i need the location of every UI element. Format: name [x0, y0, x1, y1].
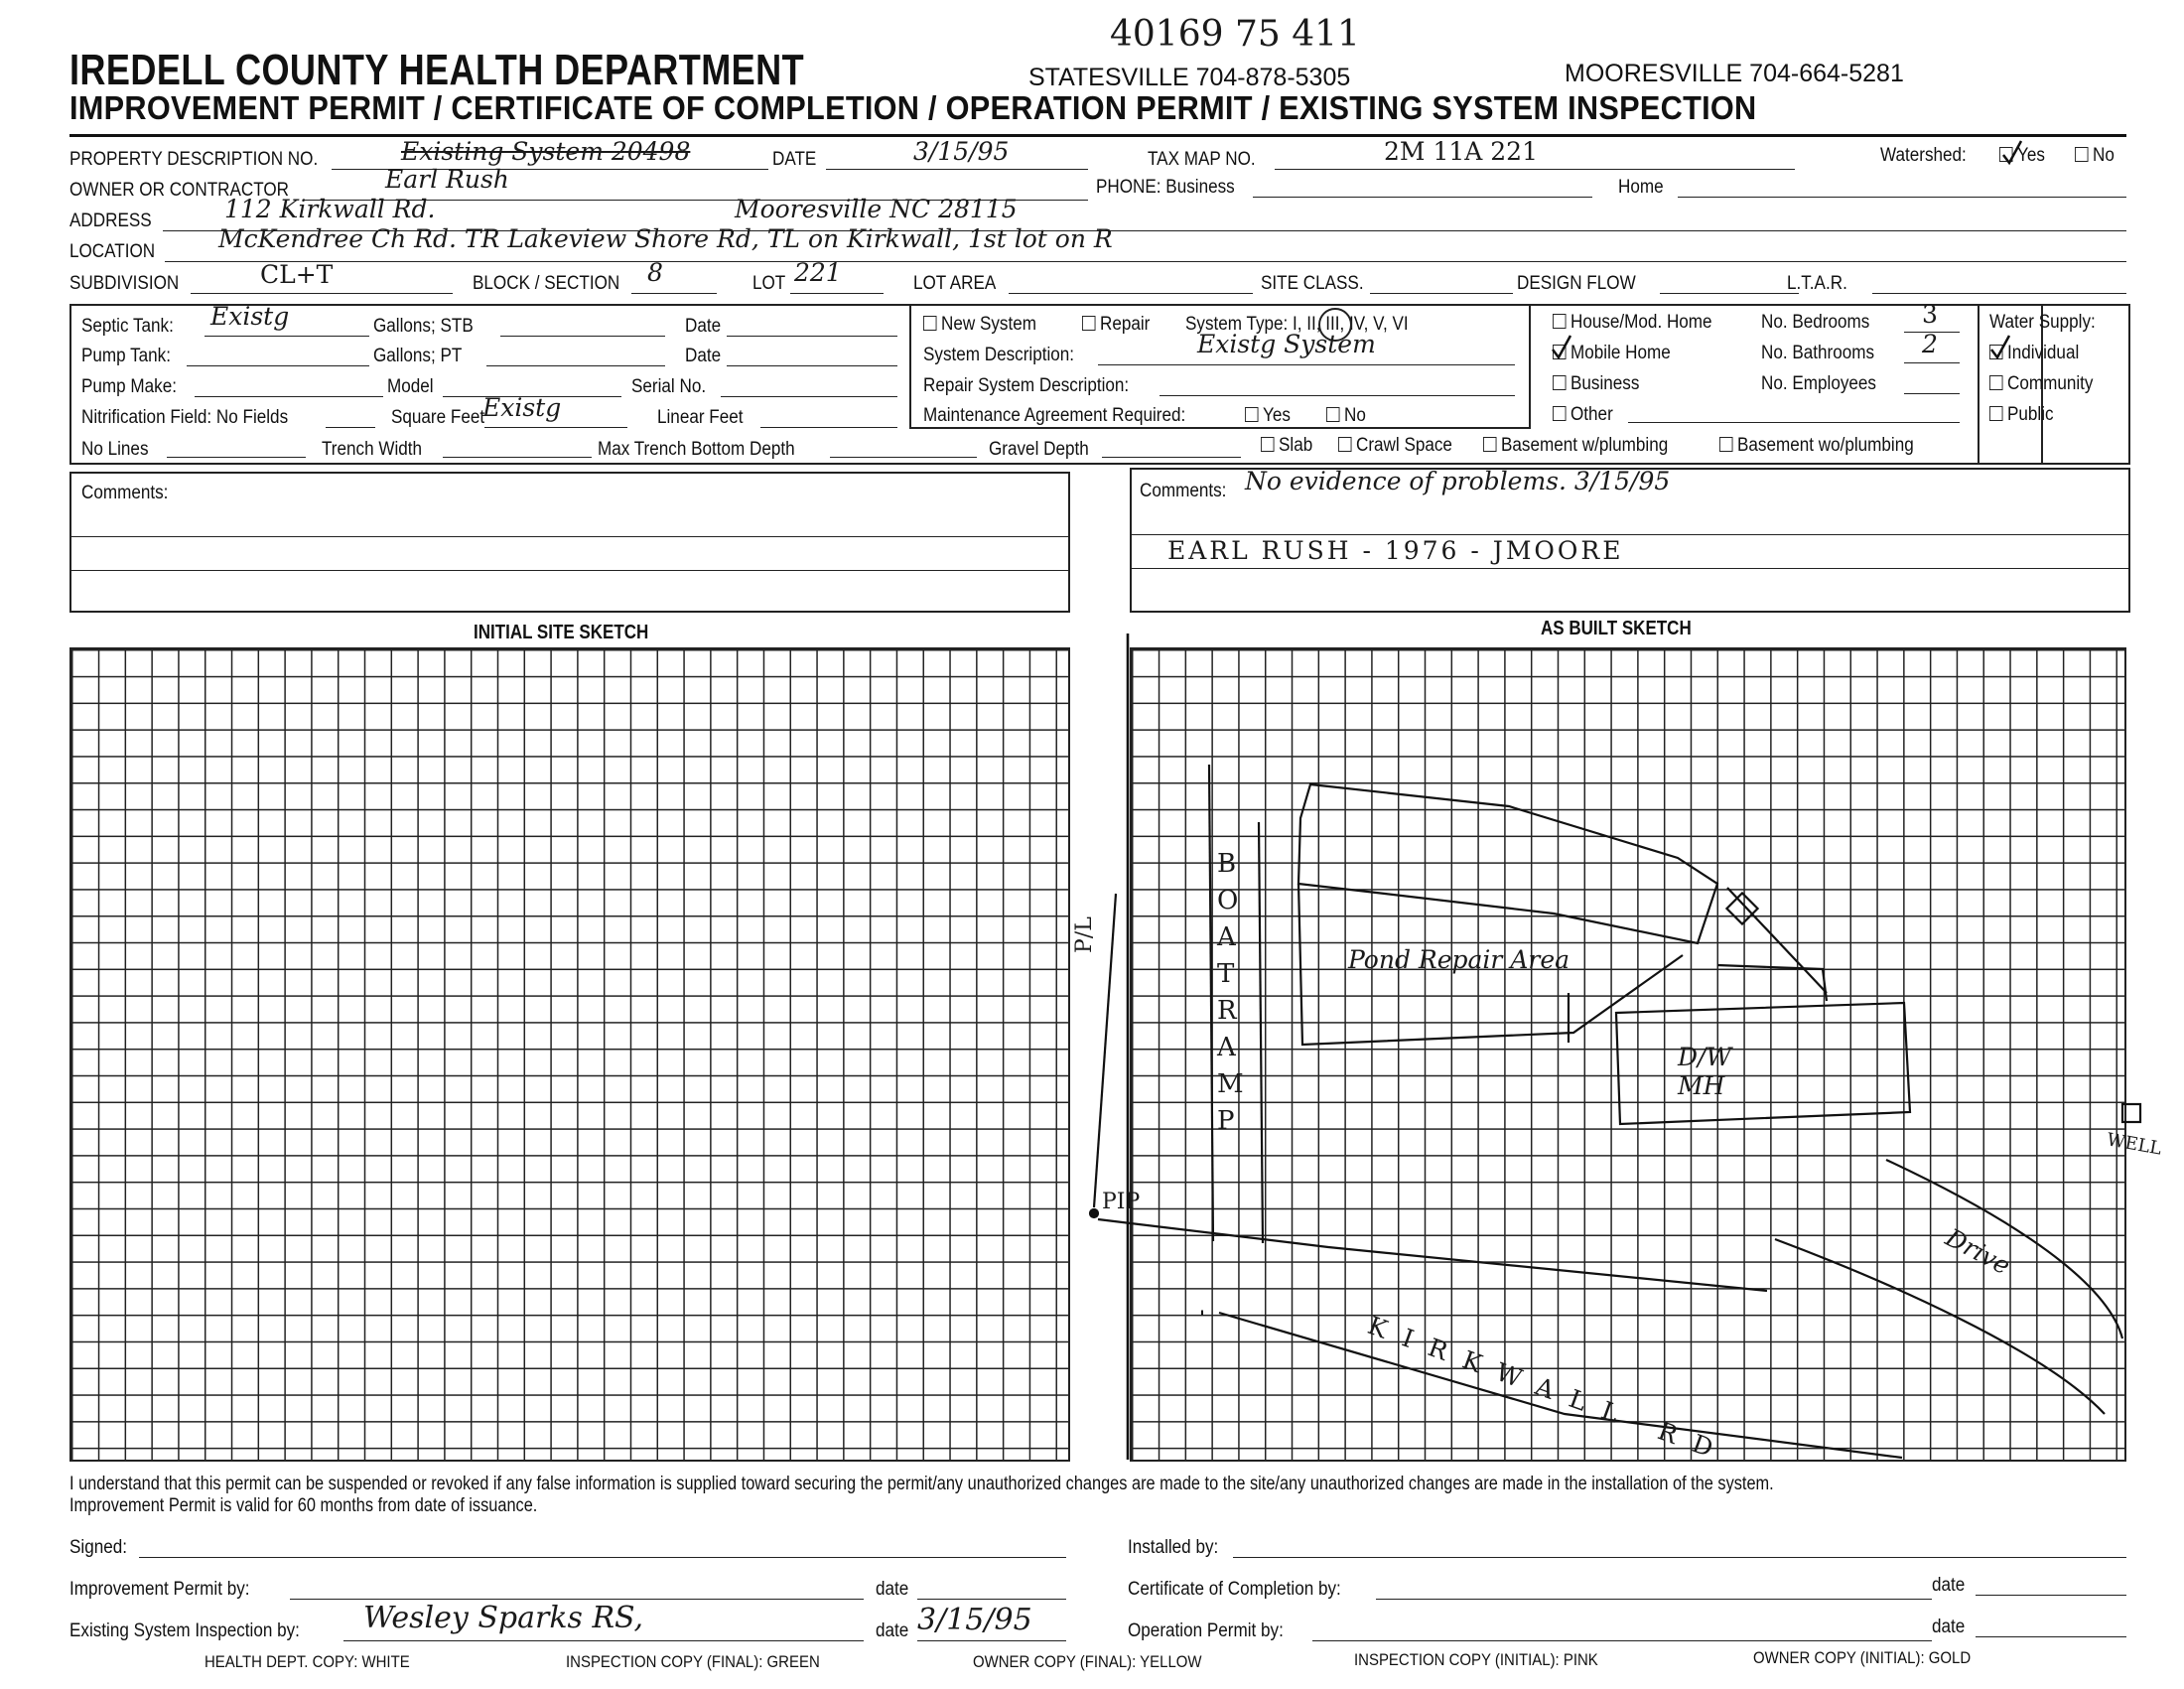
- inspection-date-value: 3/15/95: [917, 1603, 1032, 1637]
- gallons-pt-label: Gallons; PT: [373, 346, 463, 366]
- improvement-permit-line[interactable]: [290, 1599, 864, 1600]
- copy-health: HEALTH DEPT. COPY: WHITE: [205, 1652, 410, 1671]
- date-label: DATE: [772, 149, 817, 170]
- copy-owner-final: OWNER COPY (FINAL): YELLOW: [973, 1652, 1202, 1671]
- certificate-label: Certificate of Completion by:: [1128, 1579, 1341, 1600]
- model-label: Model: [387, 376, 434, 397]
- subdivision-value: CL+T: [260, 260, 334, 289]
- bathrooms-label: No. Bathrooms: [1761, 343, 1875, 363]
- well-icon: [2122, 1104, 2140, 1122]
- comments-right-line1: No evidence of problems. 3/15/95: [1245, 467, 1671, 495]
- dw-label: D/W MH: [1678, 1043, 1732, 1100]
- maint-no-label: No: [1344, 405, 1366, 426]
- block-label: BLOCK / SECTION: [473, 273, 620, 294]
- water-supply-label: Water Supply:: [1989, 312, 2096, 333]
- address-value: 112 Kirkwall Rd.: [224, 195, 436, 223]
- owner-label: OWNER OR CONTRACTOR: [69, 180, 290, 201]
- installed-by-label: Installed by:: [1128, 1537, 1219, 1558]
- dw-addition: [1717, 965, 1827, 1001]
- comments-right-line2: EARL RUSH - 1976 - JMOORE: [1167, 536, 1624, 565]
- other-label: Other: [1570, 404, 1613, 425]
- crawl-label: Crawl Space: [1356, 435, 1452, 456]
- linear-feet-label: Linear Feet: [657, 407, 744, 428]
- pump-tank-label: Pump Tank:: [81, 346, 171, 366]
- site-class-label: SITE CLASS.: [1261, 273, 1364, 294]
- business-label: Business: [1570, 373, 1640, 394]
- boat-ramp-label: BOAT RAMP: [1217, 849, 1244, 1136]
- system-type-label: System Type: I, II, III, IV, V, VI: [1185, 314, 1409, 335]
- watershed-yes-label: Yes: [2017, 145, 2045, 166]
- pond-top: [1298, 784, 1717, 943]
- address-label: ADDRESS: [69, 211, 152, 231]
- improvement-date-line[interactable]: [917, 1599, 1066, 1600]
- square-feet-value: Existg: [482, 393, 562, 422]
- certificate-date-label: date: [1932, 1575, 1966, 1596]
- community-label: Community: [2007, 373, 2094, 394]
- dw-mobile-home: [1616, 1003, 1910, 1124]
- phone-business-label: PHONE: Business: [1096, 177, 1235, 198]
- septic-date-label: Date: [685, 316, 722, 337]
- improvement-permit-label: Improvement Permit by:: [69, 1579, 250, 1600]
- max-trench-label: Max Trench Bottom Depth: [598, 439, 795, 460]
- operation-permit-line[interactable]: [1312, 1640, 1932, 1641]
- location-value: McKendree Ch Rd. TR Lakeview Shore Rd, TL on Kirkwall, 1st lot on R: [218, 224, 1113, 253]
- serial-label: Serial No.: [631, 376, 707, 397]
- bathrooms-value: 2: [1922, 330, 1938, 358]
- drive-label: Drive: [1941, 1222, 2015, 1281]
- inspection-date-line[interactable]: [917, 1640, 1066, 1641]
- existing-inspection-label: Existing System Inspection by:: [69, 1620, 300, 1641]
- new-system-label: New System: [941, 314, 1036, 335]
- square-feet-label: Square Feet: [391, 407, 485, 428]
- employees-label: No. Employees: [1761, 373, 1876, 394]
- system-desc-label: System Description:: [923, 345, 1075, 365]
- well-label: WELL: [2105, 1129, 2163, 1160]
- bedrooms-label: No. Bedrooms: [1761, 312, 1870, 333]
- inspection-date-label: date: [876, 1620, 909, 1641]
- septic-tank-value: Existg: [210, 302, 290, 331]
- mobile-home-label: Mobile Home: [1570, 343, 1671, 363]
- septic-tank-label: Septic Tank:: [81, 316, 174, 337]
- department-title: IREDELL COUNTY HEALTH DEPARTMENT: [69, 46, 805, 94]
- property-desc-label: PROPERTY DESCRIPTION NO.: [69, 149, 319, 170]
- boat-ramp-left: [1209, 765, 1213, 1241]
- location-label: LOCATION: [69, 241, 156, 262]
- address-city: Mooresville NC 28115: [735, 195, 1018, 223]
- certificate-line[interactable]: [1376, 1599, 1932, 1600]
- repair-label: Repair: [1100, 314, 1151, 335]
- subdivision-label: SUBDIVISION: [69, 273, 180, 294]
- pond-repair-label: Pond Repair Area: [1348, 945, 1570, 974]
- pump-date-label: Date: [685, 346, 722, 366]
- system-desc-value: Existg System: [1197, 330, 1376, 358]
- individual-label: Individual: [2007, 343, 2080, 363]
- inspector-signature: Wesley Sparks RS,: [363, 1601, 644, 1635]
- drive-bottom: [1775, 1239, 2105, 1414]
- handwritten-number: 40169 75 411: [1110, 14, 1360, 55]
- tax-map-label: TAX MAP NO.: [1148, 149, 1256, 170]
- statesville-phone: STATESVILLE 704-878-5305: [1028, 64, 1351, 91]
- pin-icon: [1090, 1209, 1098, 1217]
- trench-width-label: Trench Width: [322, 439, 423, 460]
- house-mod-label: House/Mod. Home: [1570, 312, 1712, 333]
- property-desc-value: Existing System 20498: [401, 137, 691, 166]
- repair-desc-label: Repair System Description:: [923, 375, 1130, 396]
- installed-by-line[interactable]: [1233, 1557, 2126, 1558]
- watershed-label: Watershed:: [1880, 145, 1967, 166]
- lot-area-label: LOT AREA: [913, 273, 997, 294]
- operation-date-label: date: [1932, 1617, 1966, 1637]
- operation-date-line[interactable]: [1976, 1636, 2126, 1637]
- gallons-stb-label: Gallons; STB: [373, 316, 474, 337]
- lot-value: 221: [794, 258, 842, 287]
- slab-label: Slab: [1279, 435, 1313, 456]
- date-value: 3/15/95: [913, 137, 1010, 166]
- boat-ramp-right: [1259, 822, 1263, 1243]
- gravel-depth-label: Gravel Depth: [989, 439, 1089, 460]
- maint-yes-label: Yes: [1263, 405, 1291, 426]
- bedrooms-value: 3: [1922, 300, 1938, 329]
- pump-make-label: Pump Make:: [81, 376, 177, 397]
- terms-text: I understand that this permit can be suspended or revoked if any false information is supplied toward securing the permit/any unauthorized changes are made to the site/any unauthorized changes are made in the installation of the system.: [69, 1474, 1774, 1494]
- improvement-date-label: date: [876, 1579, 909, 1600]
- block-value: 8: [647, 258, 663, 287]
- comments-left-label: Comments:: [81, 483, 169, 503]
- owner-value: Earl Rush: [385, 165, 509, 194]
- as-built-sketch-title: AS BUILT SKETCH: [1541, 618, 1692, 639]
- form-subtitle: IMPROVEMENT PERMIT / CERTIFICATE OF COMPLETION / OPERATION PERMIT / EXISTING SYSTEM INSPECTION: [69, 89, 1757, 126]
- existing-inspection-line[interactable]: [343, 1640, 864, 1641]
- initial-sketch-title: INITIAL SITE SKETCH: [474, 622, 649, 643]
- copy-inspection-initial: INSPECTION COPY (INITIAL): PINK: [1354, 1650, 1598, 1669]
- signed-label: Signed:: [69, 1537, 128, 1558]
- copy-inspection-final: INSPECTION COPY (FINAL): GREEN: [566, 1652, 820, 1671]
- comments-right-label: Comments:: [1140, 481, 1227, 501]
- certificate-date-line[interactable]: [1976, 1595, 2126, 1596]
- road-edge-top: [1098, 1219, 1767, 1291]
- mooresville-phone: MOORESVILLE 704-664-5281: [1565, 60, 1904, 87]
- public-label: Public: [2007, 404, 2054, 425]
- copy-owner-initial: OWNER COPY (INITIAL): GOLD: [1753, 1648, 1972, 1667]
- signed-line[interactable]: [139, 1557, 1066, 1558]
- road-label: KIRKWALL RD: [1364, 1311, 1734, 1470]
- pin-label: PIP: [1102, 1190, 1141, 1214]
- no-lines-label: No Lines: [81, 439, 149, 460]
- watershed-no-label: No: [2093, 145, 2115, 166]
- lot-label: LOT: [752, 273, 786, 294]
- basement-w-label: Basement w/plumbing: [1501, 435, 1669, 456]
- phone-home-label: Home: [1618, 177, 1664, 198]
- nitrification-label: Nitrification Field: No Fields: [81, 407, 289, 428]
- property-line-pl: [1094, 894, 1116, 1207]
- maint-label: Maintenance Agreement Required:: [923, 405, 1186, 426]
- pl-label: P/L: [1072, 916, 1097, 953]
- design-flow-label: DESIGN FLOW: [1517, 273, 1636, 294]
- basement-wo-label: Basement wo/plumbing: [1737, 435, 1914, 456]
- ltar-label: L.T.A.R.: [1787, 273, 1847, 294]
- tax-map-value: 2M 11A 221: [1384, 137, 1538, 166]
- terms-text-2: Improvement Permit is valid for 60 months from date of issuance.: [69, 1495, 538, 1516]
- septic-tank-icon: [1726, 893, 1757, 923]
- operation-permit-label: Operation Permit by:: [1128, 1620, 1284, 1641]
- septic-line: [1727, 888, 1827, 993]
